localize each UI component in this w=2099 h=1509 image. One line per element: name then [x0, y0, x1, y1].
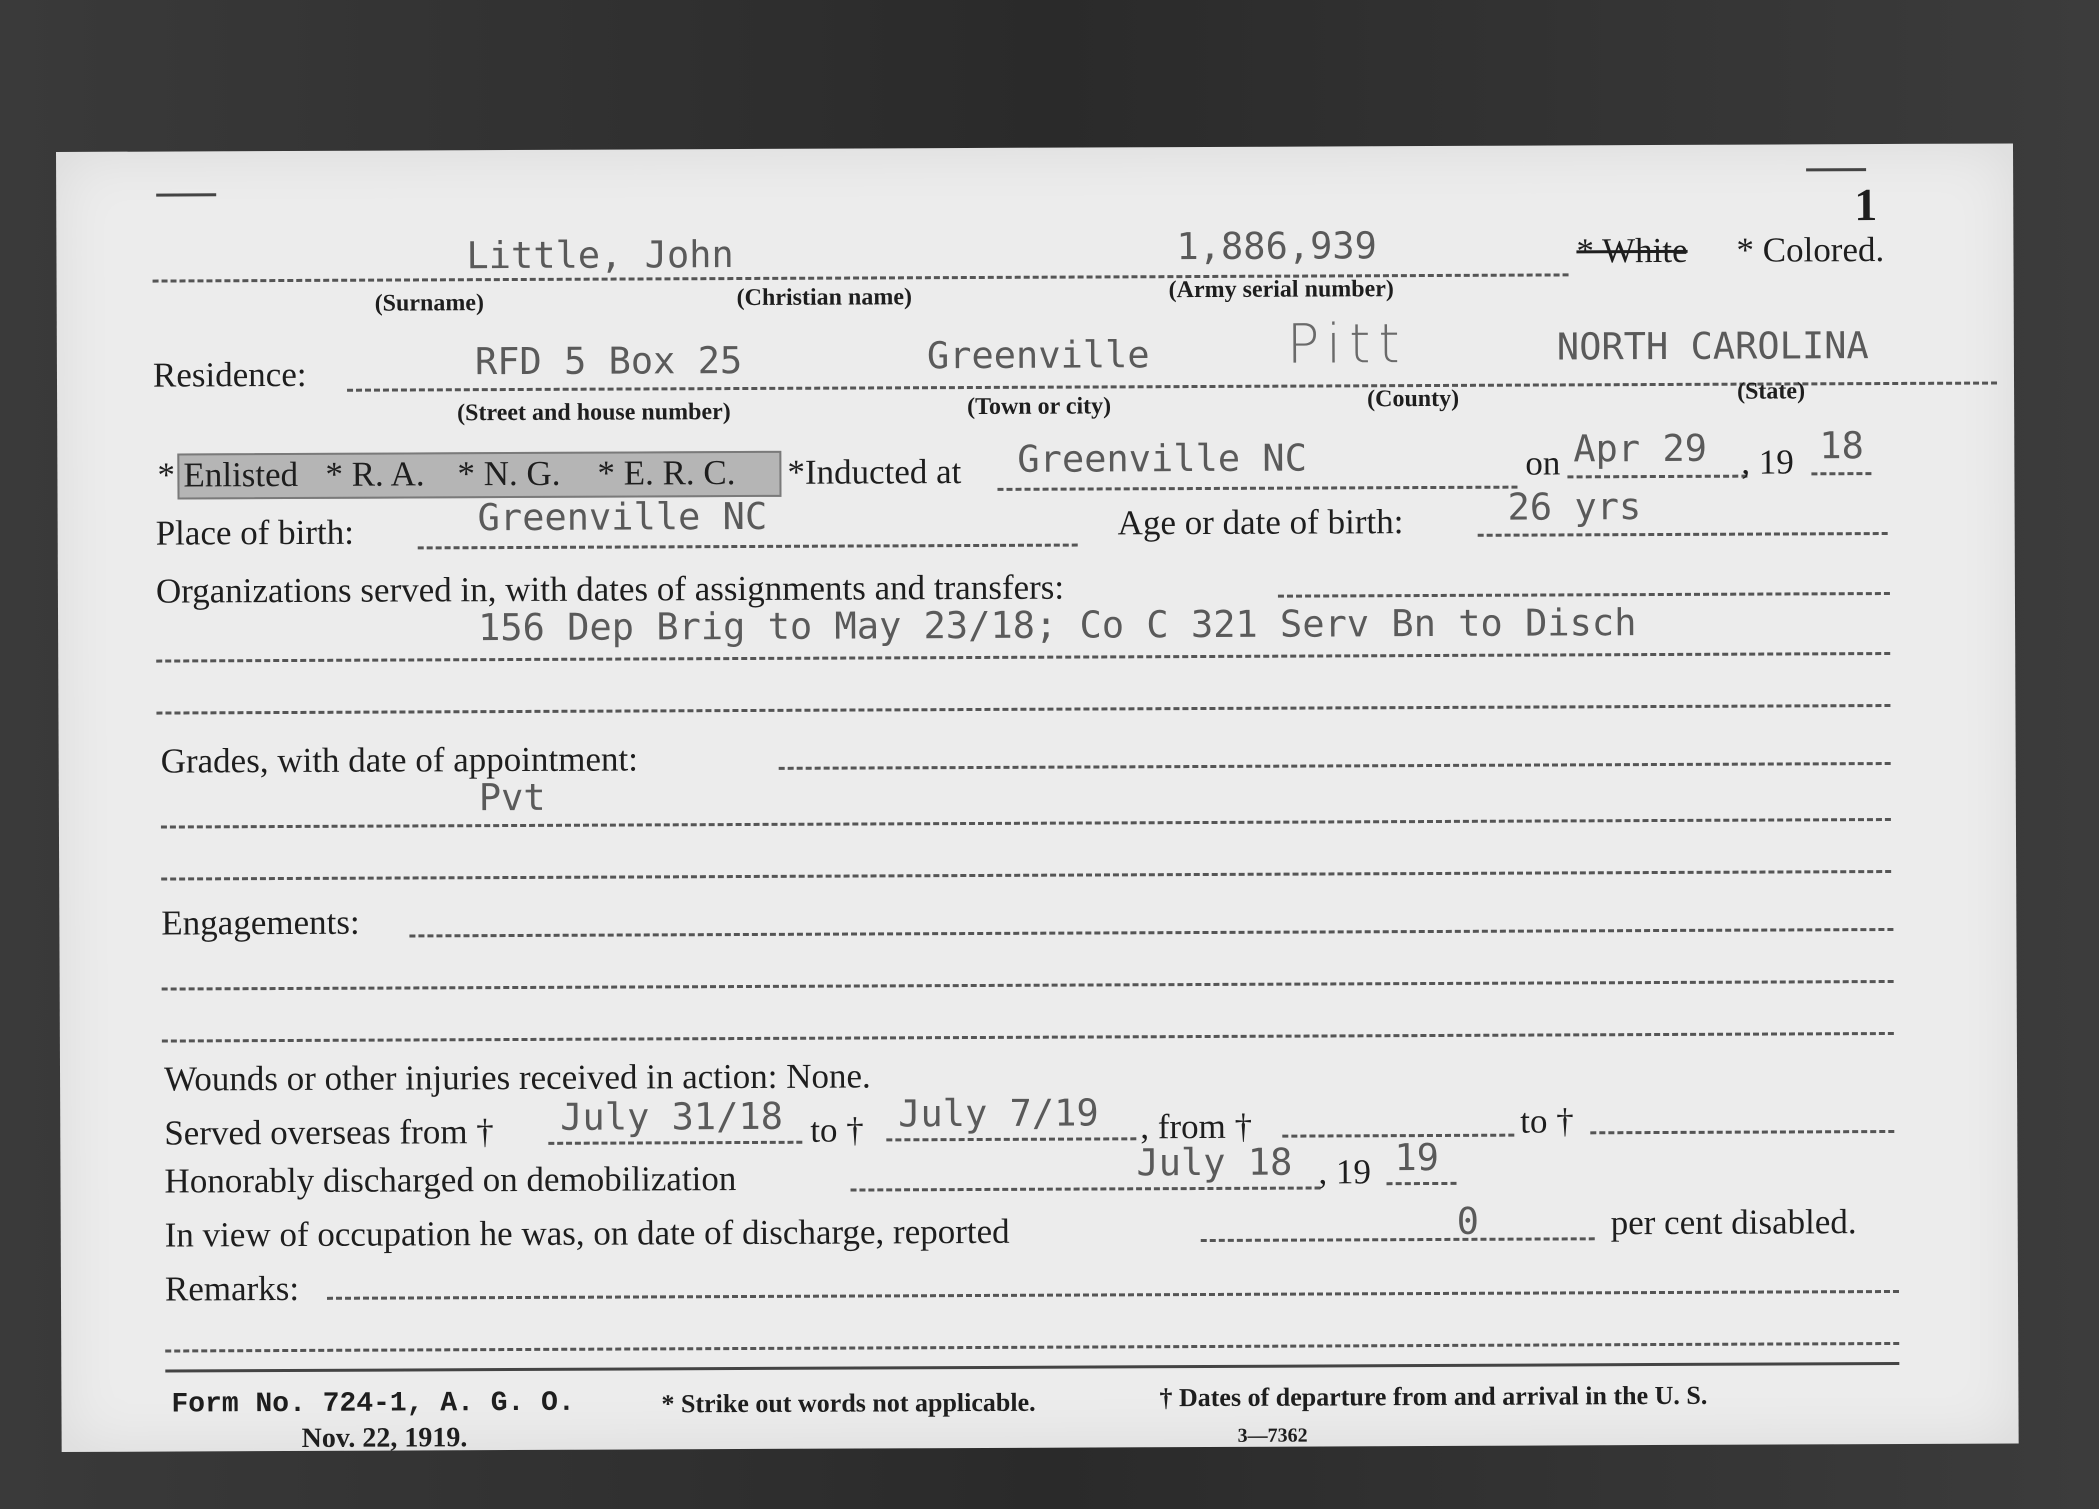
- grades-label: Grades, with date of appointment:: [160, 739, 638, 781]
- strike-note: * Strike out words not applicable.: [661, 1387, 1036, 1419]
- disability-suffix: per cent disabled.: [1610, 1202, 1857, 1243]
- county-value: Pitt: [1286, 312, 1408, 376]
- inducted-line: [997, 486, 1517, 491]
- discharge-date-line: [851, 1186, 1321, 1191]
- erc-text: * E. R. C.: [597, 453, 736, 493]
- organizations-line-1: [1278, 592, 1890, 598]
- disability-label: In view of occupation he was, on date of discharge, reported: [164, 1211, 1010, 1255]
- discharge-year-line: [1387, 1182, 1457, 1185]
- caption-surname: (Surname): [374, 290, 485, 317]
- footer-rule: [165, 1362, 1899, 1373]
- grade-value: Pvt: [478, 775, 546, 820]
- place-of-birth-value: Greenville NC: [477, 494, 768, 540]
- enlisted-text: Enlisted: [183, 454, 299, 495]
- induction-date-line: [1567, 475, 1747, 479]
- overseas-to-line: [886, 1137, 1136, 1141]
- enlisted-star: *: [157, 455, 175, 495]
- discharge-date-value: July 18: [1136, 1140, 1293, 1185]
- place-of-birth-line: [418, 544, 1078, 550]
- induction-year-value: 18: [1819, 424, 1864, 468]
- town-value: Greenville: [926, 333, 1150, 378]
- serial-number-value: 1,886,939: [1176, 224, 1377, 269]
- engagements-line-3: [162, 1032, 1894, 1043]
- form-date: Nov. 22, 1919.: [301, 1422, 468, 1454]
- dates-note: † Dates of departure from and arrival in the U. S.: [1159, 1380, 1708, 1413]
- residence-label: Residence:: [152, 354, 307, 395]
- caption-serial-number: (Army serial number): [1168, 276, 1394, 304]
- age-value: 26 yrs: [1507, 485, 1642, 529]
- grades-line-1: [779, 762, 1891, 770]
- overseas-label: Served overseas from †: [164, 1112, 494, 1153]
- caption-state: (State): [1737, 378, 1806, 405]
- state-value: NORTH CAROLINA: [1556, 324, 1869, 369]
- overseas-from2-label: , from †: [1140, 1106, 1253, 1147]
- caption-town: (Town or city): [967, 393, 1112, 421]
- on-label: on: [1525, 443, 1561, 483]
- inducted-label: *Inducted at: [787, 452, 962, 492]
- page-number: 1: [1854, 179, 1878, 231]
- organizations-value: 156 Dep Brig to May 23/18; Co C 321 Serv Bn to Disch: [477, 601, 1637, 650]
- service-record-card: [56, 143, 2019, 1452]
- grades-line-2: [161, 818, 1891, 829]
- grades-line-3: [161, 870, 1891, 881]
- remarks-label: Remarks:: [164, 1268, 300, 1309]
- discharge-year-value: 19: [1394, 1135, 1440, 1180]
- age-label: Age or date of birth:: [1117, 502, 1404, 543]
- caption-christian-name: (Christian name): [736, 284, 913, 312]
- remarks-line-1: [327, 1290, 1899, 1300]
- form-number: Form No. 724-1, A. G. O.: [171, 1387, 575, 1421]
- disability-line: [1201, 1237, 1595, 1242]
- overseas-to2-line: [1590, 1130, 1894, 1134]
- race-white: [1576, 231, 1687, 271]
- organizations-line-3: [156, 704, 1890, 715]
- age-line: [1478, 532, 1888, 537]
- induction-date-value: Apr 29: [1573, 426, 1708, 471]
- top-left-mark: [156, 193, 216, 196]
- overseas-from-line: [548, 1141, 802, 1145]
- print-code: 3—7362: [1237, 1424, 1308, 1447]
- race-white-text: * White: [1576, 230, 1688, 271]
- discharge-year-prefix: , 19: [1318, 1152, 1372, 1192]
- organizations-line-2: [156, 652, 1890, 663]
- caption-county: (County): [1367, 385, 1460, 413]
- wounds-text: Wounds or other injuries received in action: None.: [163, 1056, 871, 1099]
- overseas-from-value: July 31/18: [560, 1094, 784, 1139]
- discharge-label: Honorably discharged on demobilization: [164, 1159, 737, 1201]
- overseas-to-label: to †: [810, 1110, 864, 1150]
- overseas-to2-label: to †: [1520, 1101, 1574, 1141]
- street-value: RFD 5 Box 25: [474, 339, 743, 384]
- inducted-place-value: Greenville NC: [1017, 436, 1308, 481]
- ng-text: * N. G.: [457, 453, 561, 494]
- caption-street: (Street and house number): [457, 399, 731, 427]
- induction-year-prefix: , 19: [1741, 442, 1794, 482]
- remarks-line-2: [165, 1342, 1899, 1353]
- name-value: Little, John: [466, 233, 734, 278]
- place-of-birth-label: Place of birth:: [155, 512, 355, 553]
- top-right-mark: [1806, 168, 1866, 171]
- race-colored: * Colored.: [1736, 230, 1885, 270]
- disability-percent-value: 0: [1456, 1199, 1480, 1243]
- engagements-line-2: [162, 980, 1894, 991]
- engagements-label: Engagements:: [161, 902, 360, 943]
- overseas-to-value: July 7/19: [898, 1091, 1099, 1136]
- ra-text: * R. A.: [325, 454, 425, 494]
- induction-year-line: [1811, 472, 1871, 475]
- organizations-label: Organizations served in, with dates of assignments and transfers:: [155, 567, 1065, 611]
- engagements-line-1: [409, 928, 1893, 937]
